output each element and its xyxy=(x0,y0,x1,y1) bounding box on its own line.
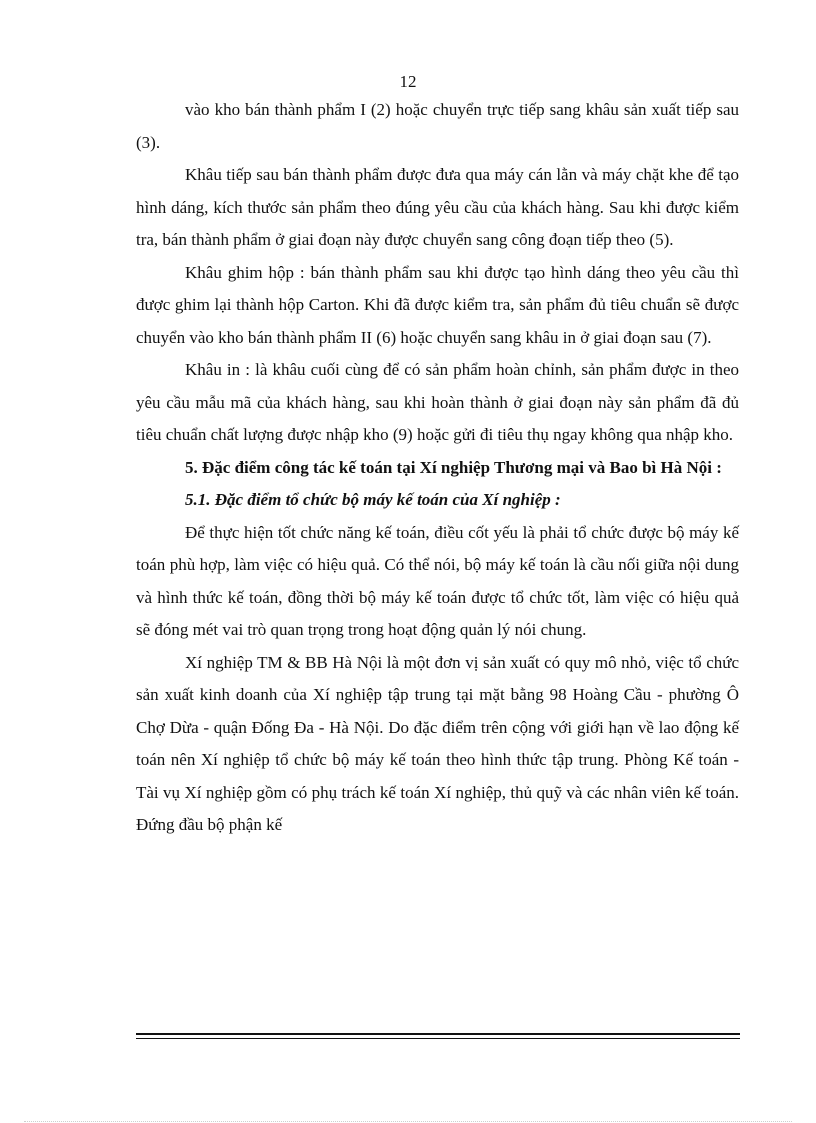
document-body xyxy=(136,94,739,842)
subsection-heading: 5.1. Đặc điểm tổ chức bộ máy kế toán của Xí nghiệp : xyxy=(185,490,561,509)
section-heading: 5. Đặc điểm công tác kế toán tại Xí nghiệp Thương mại và Bao bì Hà Nội : xyxy=(185,457,722,477)
paragraph-enterprise-structure: Xí nghiệp TM & BB Hà Nội là một đơn vị sản xuất có quy mô nhỏ, việc tổ chức sản xuất kinh doanh của Xí nghiệp tập trung tại mặt bằng 98 Hoàng Cầu - phường Ô Chợ Dừa - quận Đống Đa - Hà Nội. Do đặc điểm trên cộng với giới hạn về lao động kế toán nên Xí nghiệp tổ chức bộ máy kế toán theo hình thức tập trung. Phòng Kế toán - Tài vụ Xí nghiệp gồm có phụ trách kế toán Xí nghiệp, thủ quỹ và các nhân viên kế toán. Đứng đầu bộ phận kế xyxy=(136,652,739,834)
paragraph-accounting-role: Để thực hiện tốt chức năng kế toán, điều cốt yếu là phải tổ chức được bộ máy kế toán phù hợp, làm việc có hiệu quả. Có thể nói, bộ máy kế toán là cầu nối giữa nội dung và hình thức kế toán, đồng thời bộ máy kế toán được tổ chức tốt, làm việc có hiệu quả sẽ đóng mét vai trò quan trọng trong hoạt động quản lý nói chung. xyxy=(136,522,739,639)
footer-divider xyxy=(136,1033,740,1039)
paragraph-stapling-stage: Khâu ghim hộp : bán thành phẩm sau khi được tạo hình dáng theo yêu cầu thì được ghim lại thành hộp Carton. Khi đã được kiểm tra, sản phẩm đủ tiêu chuẩn sẽ được chuyển vào kho bán thành phẩm II (6) hoặc chuyển sang khâu in ở giai đoạn sau (7). xyxy=(136,262,739,347)
paragraph-cutting-stage: Khâu tiếp sau bán thành phẩm được đưa qua máy cán lằn và máy chặt khe để tạo hình dáng, kích thước sản phẩm theo đúng yêu cầu của khách hàng. Sau khi được kiểm tra, bán thành phẩm ở giai đoạn này được chuyển sang công đoạn tiếp theo (5). xyxy=(136,165,739,249)
paragraph-printing-stage: Khâu in : là khâu cuối cùng để có sản phẩm hoàn chỉnh, sản phẩm được in theo yêu cầu mẫu mã của khách hàng, sau khi hoàn thành ở giai đoạn này sản phẩm đã đủ tiêu chuẩn chất lượng được nhập kho (9) hoặc gửi đi tiêu thụ ngay không qua nhập kho. xyxy=(136,360,739,444)
page-number: 12 xyxy=(399,72,417,91)
paragraph-continuation: vào kho bán thành phẩm I (2) hoặc chuyển trực tiếp sang khâu sản xuất tiếp sau (3). xyxy=(136,100,739,152)
page-bottom-border xyxy=(24,1121,792,1122)
